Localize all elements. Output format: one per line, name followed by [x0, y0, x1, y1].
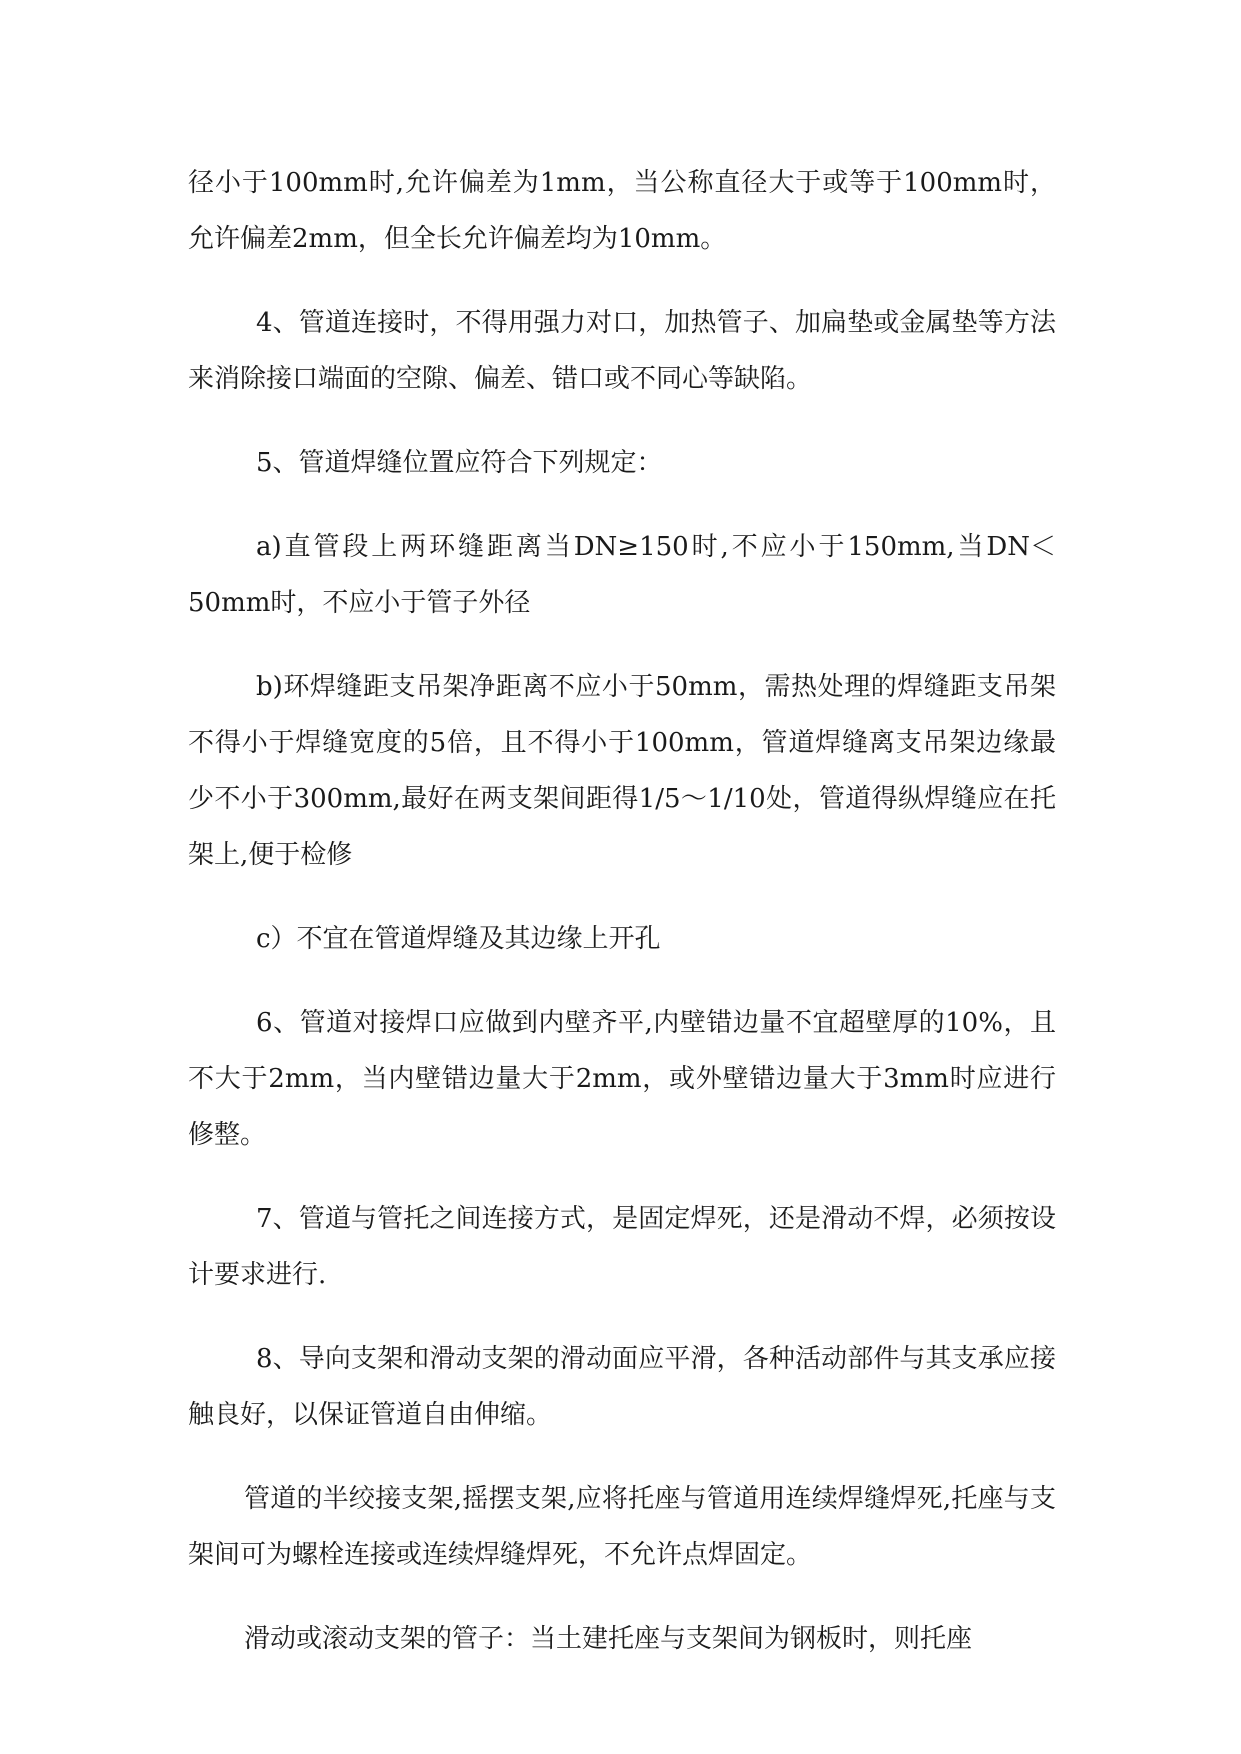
paragraph-continued-tolerance: 径小于100mm时,允许偏差为1mm，当公称直径大于或等于100mm时，允许偏差2mm，但全长允许偏差均为10mm。 [188, 168, 1056, 254]
paragraph-item-7: 7、管道与管托之间连接方式，是固定焊死，还是滑动不焊，必须按设计要求进行. [188, 1204, 1056, 1290]
paragraph-hinged-support: 管道的半绞接支架,摇摆支架,应将托座与管道用连续焊缝焊死,托座与支架间可为螺栓连接或连续焊缝焊死，不允许点焊固定。 [188, 1484, 1056, 1570]
paragraph-item-6: 6、管道对接焊口应做到内壁齐平,内壁错边量不宜超壁厚的10%，且不大于2mm，当内壁错边量大于2mm，或外壁错边量大于3mm时应进行修整。 [188, 1008, 1056, 1150]
paragraph-item-4: 4、管道连接时，不得用强力对口，加热管子、加扁垫或金属垫等方法来消除接口端面的空隙、偏差、错口或不同心等缺陷。 [188, 308, 1056, 394]
paragraph-item-5: 5、管道焊缝位置应符合下列规定： [256, 448, 663, 478]
paragraph-item-5b: b)环焊缝距支吊架净距离不应小于50mm，需热处理的焊缝距支吊架不得小于焊缝宽度的5倍，且不得小于100mm，管道焊缝离支吊架边缘最少不小于300mm,最好在两支架间距得1/5～1/10处，管道得纵焊缝应在托架上,便于检修 [188, 672, 1056, 870]
paragraph-item-8: 8、导向支架和滑动支架的滑动面应平滑，各种活动部件与其支承应接触良好，以保证管道自由伸缩。 [188, 1344, 1056, 1430]
paragraph-sliding-support: 滑动或滚动支架的管子：当土建托座与支架间为钢板时，则托座 [244, 1624, 973, 1654]
paragraph-item-5c: c）不宜在管道焊缝及其边缘上开孔 [256, 924, 661, 954]
paragraph-item-5a: a)直管段上两环缝距离当DN≥150时,不应小于150mm,当DN＜50mm时，不应小于管子外径 [188, 532, 1056, 618]
document-body [188, 155, 1056, 1695]
